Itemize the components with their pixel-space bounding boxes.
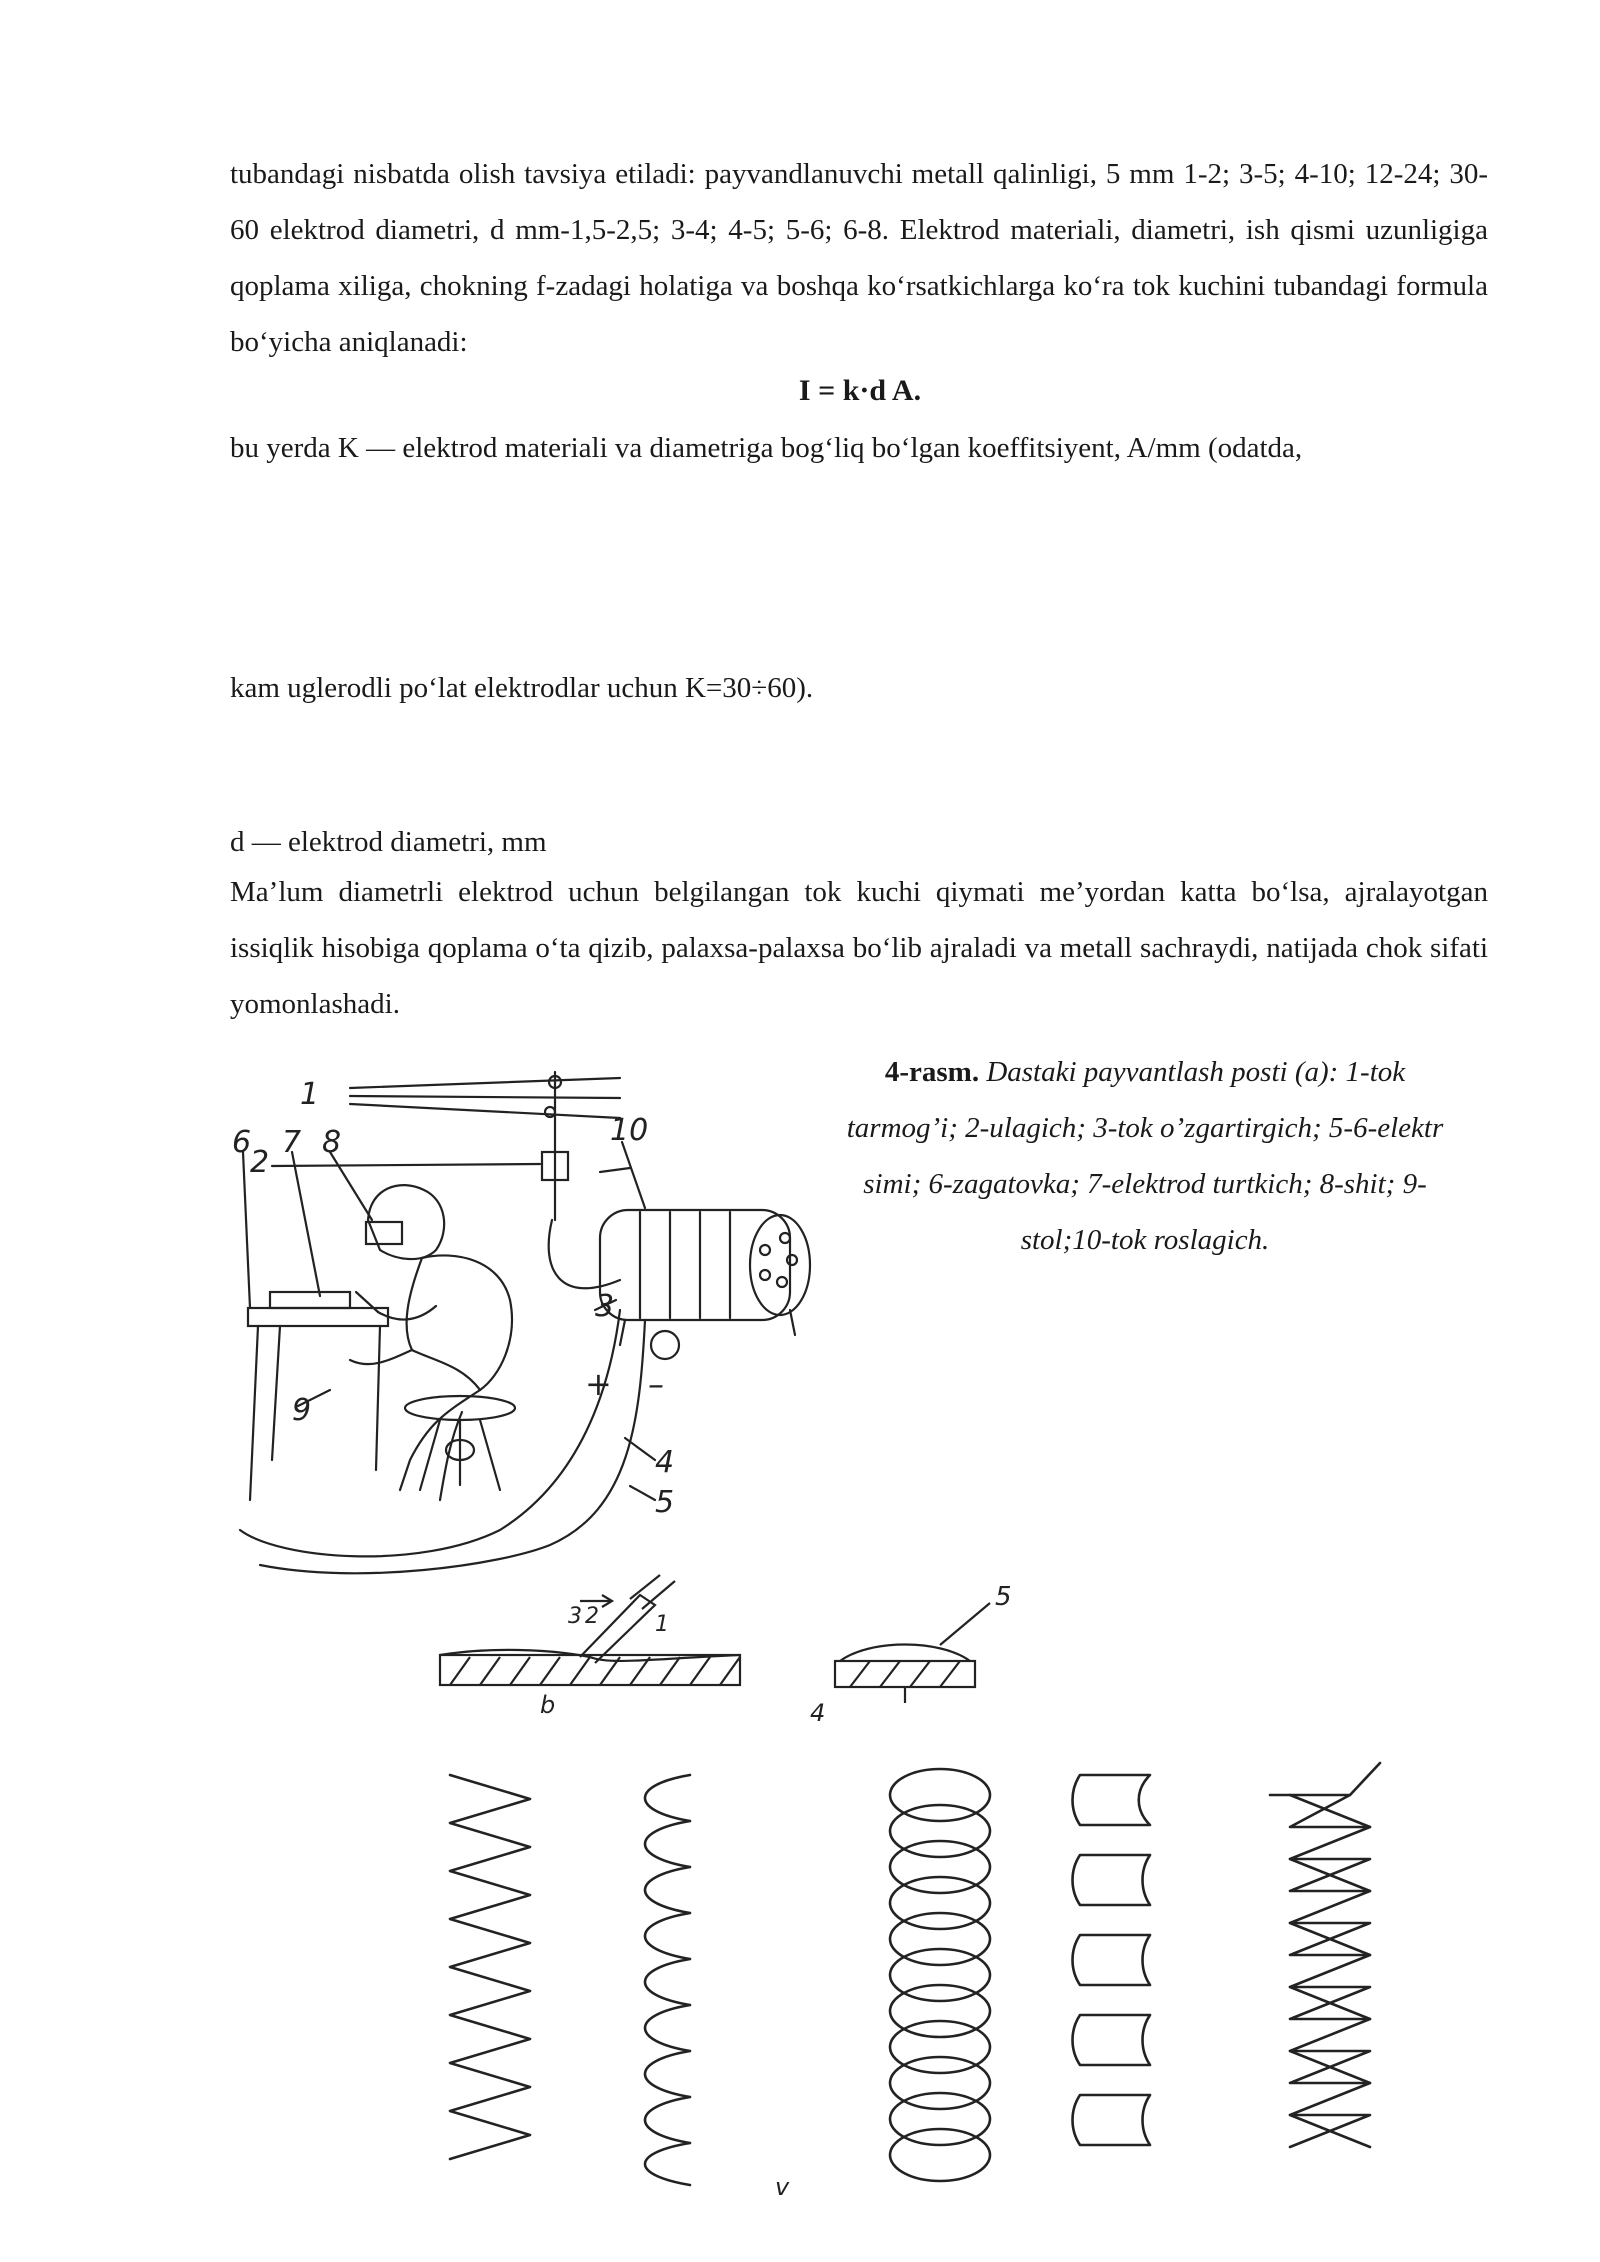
paragraph-current-excess: Ma’lum diametrli elektrod uchun belgilangan tok kuchi qiymati me’yordan katta boʻlsa, ajralayotgan issiqlik hisobiga qoplama oʻta qizib, palaxsa-palaxsa boʻlib ajraladi va metall sachraydi, natijada chok sifati yomonlashadi. [230, 876, 1488, 1020]
paragraph-coefficient-range: kam uglerodli poʻlat elektrodlar uchun K=30÷60). [230, 672, 814, 704]
pattern-label-v: v [775, 2173, 790, 2201]
paragraph-current-ratio: tubandagi nisbatda olish tavsiya etiladi: payvandlanuvchi metall qalinligi, 5 mm 1-2; 3-5; 4-10; 12-24; 30- 60 elektrod diametri, d mm-1,5-2,5; 3-4; 4-5; 5-6; 6-8. Elektrod materiali, diametri, ish qismi uzunligiga qoplama xiliga, chokning f-zadagi holatiga va boshqa koʻrsatkichlarga koʻra tok kuchini tubandagi formula boʻyicha aniqlanadi: [230, 158, 1488, 358]
weld-label-b: b [540, 1691, 556, 1719]
paragraph-diameter-definition: d — elektrod diametri, mm [230, 826, 547, 858]
station-label-7: 7 [282, 1125, 302, 1160]
current-formula: I = k·d A. [798, 374, 922, 407]
weld-label-3: 3 [568, 1604, 582, 1629]
weld-label-5: 5 [995, 1582, 1012, 1612]
weld-label-4: 4 [810, 1699, 826, 1727]
station-label-3: 3 [595, 1289, 615, 1324]
station-label-5: 5 [655, 1485, 675, 1520]
figure-caption-text: Dastaki payvantlash posti (a): 1-tok tarmog’i; 2-ulagich; 3-tok o’zgartirgich; 5-6-elektr simi; 6-zagatovka; 7-elektrod turtkich; 8-shit; 9-stol;10-tok roslagich. [846, 1056, 1444, 1256]
polarity-plus-label: + [585, 1365, 612, 1403]
station-label-6: 6 [232, 1125, 252, 1160]
station-label-2: 2 [250, 1145, 270, 1180]
weld-cross-section-illustration [430, 1575, 1070, 1725]
station-label-9: 9 [292, 1393, 312, 1428]
weld-label-2: 2 [585, 1604, 599, 1629]
figure-caption [830, 1044, 1460, 1268]
welding-station-illustration [200, 1060, 840, 1600]
station-label-10: 10 [610, 1113, 649, 1148]
station-label-8: 8 [322, 1125, 342, 1160]
station-label-4: 4 [655, 1445, 675, 1480]
station-label-1: 1 [300, 1077, 320, 1112]
figure-caption-label: 4-rasm. [884, 1056, 980, 1088]
weld-label-1: 1 [655, 1612, 669, 1637]
polarity-minus-label: – [648, 1365, 664, 1403]
electrode-movement-patterns [430, 1755, 1530, 2201]
paragraph-coefficient-definition: bu yerda K — elektrod materiali va diametriga bogʻliq boʻlgan koeffitsiyent, A/mm (odatda, [230, 432, 1303, 464]
